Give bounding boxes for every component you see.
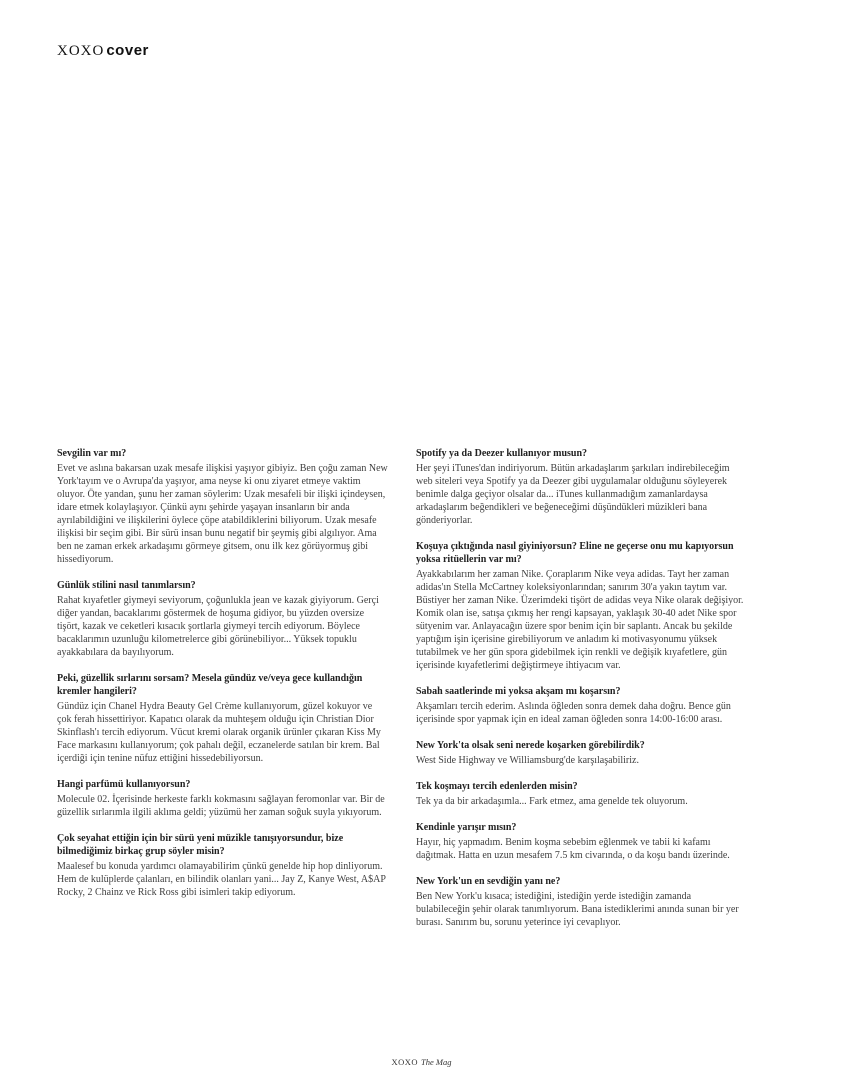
question-heading: Sabah saatlerinde mi yoksa akşam mı koşarsın? xyxy=(416,686,621,697)
answer-text: Ben New York'u kısaca; istediğini, istediğin yerde istediğin zamanda bulabileceğin şehir olarak tanımlıyorum. Bana istediklerimi anında sunan bir yer burası. Sanırım bu, sorunu yeterince iyi cevaplıyor. xyxy=(416,891,739,928)
answer-text: Hayır, hiç yapmadım. Benim koşma sebebim eğlenmek ve tabii ki kafamı dağıtmak. Hatta en uzun mesafem 7.5 km civarında, o da koşu bandı üzerinde. xyxy=(416,837,730,861)
qa-section xyxy=(416,875,747,929)
footer-brand: XOXO xyxy=(391,1057,419,1067)
qa-section xyxy=(416,540,747,672)
answer-text: Her şeyi iTunes'dan indiriyorum. Bütün arkadaşlarım şarkıları indirebileceğim web siteleri veya Spotify ya da Deezer gibi uygulamalar olduğunu söyleyerek benimle dalga geçiyor olsalar da... iTunes kullanmadığım zamanlardaysa arkadaşlarım beğendikleri ve beğeneceğimi düşündükleri müzikleri bana gönderiyorlar. xyxy=(416,463,730,526)
qa-section xyxy=(416,780,747,808)
answer-text: Maalesef bu konuda yardımcı olamayabilirim çünkü genelde hip hop dinliyorum. Hem de kulüplerde çalanları, en bilindik olanları yani... Jay Z, Kanye West, A$AP Rocky, 2 Chainz ve Rick Ross gibi isimleri takip ediyorum. xyxy=(57,861,386,898)
question-heading: Günlük stilini nasıl tanımlarsın? xyxy=(57,580,196,591)
right-column xyxy=(416,447,747,942)
question-heading: Spotify ya da Deezer kullanıyor musun? xyxy=(416,448,588,459)
answer-text: Rahat kıyafetler giymeyi seviyorum, çoğunlukla jean ve kazak giyiyorum. Gerçi diğer yandan, bacaklarımı göstermek de hoşuma gidiyor, bu yüzden oversize tişört, kazak ve ceketleri kısacık şortlarla giymeyi tercih ediyorum. Böylece bacaklarımın uzunluğu kilometrelerce gibi görünebiliyor... Yüksek topuklu ayakkabılara da bayılıyorum. xyxy=(57,595,379,658)
qa-section xyxy=(416,447,747,527)
qa-section xyxy=(57,672,388,765)
question-heading: New York'ta olsak seni nerede koşarken görebilirdik? xyxy=(416,740,645,751)
qa-section xyxy=(416,685,747,726)
question-heading: Çok seyahat ettiğin için bir sürü yeni müzikle tanışıyorsundur, bize bilmediğimiz birkaç grup söyler misin? xyxy=(57,833,344,857)
qa-section xyxy=(416,821,747,862)
masthead-brand: XOXO xyxy=(57,43,105,59)
qa-section xyxy=(57,778,388,819)
qa-section xyxy=(57,579,388,659)
qa-section xyxy=(416,739,747,767)
question-heading: Tek koşmayı tercih edenlerden misin? xyxy=(416,781,578,792)
question-heading: Peki, güzellik sırlarını sorsam? Mesela gündüz ve/veya gece kullandığın kremler hangileri? xyxy=(57,673,363,697)
question-heading: Sevgilin var mı? xyxy=(57,448,127,459)
qa-section xyxy=(57,447,388,566)
interview-columns xyxy=(57,447,747,942)
answer-text: Evet ve aslına bakarsan uzak mesafe ilişkisi yaşıyor gibiyiz. Ben çoğu zaman New York'tayım ve o Avrupa'da yaşıyor, ama neyse ki onu ziyaret etmeye vaktim oluyor. Öte yandan, şunu her zaman söylerim: Uzak mesafeli bir ilişki içindeysen, idare etmek kolaylaşıyor. Çünkü aynı şehirde yaşayan insanların bir anda ayrılabildiğini ve ilişkilerini öylece çöpe atabildiklerini biliyorum. Uzak mesafe ilişkisi bir seçim gibi. Bir sürü insan bunu negatif bir şeymiş gibi algılıyor. Ama ben ne zaman erkek arkadaşımı görmeye gitsem, onu ilk kez görüyormuş gibi hissediyorum. xyxy=(57,463,388,565)
masthead-section-label: cover xyxy=(106,42,149,59)
page-footer xyxy=(0,1057,843,1067)
answer-text: West Side Highway ve Williamsburg'de karşılaşabiliriz. xyxy=(416,755,639,766)
question-heading: New York'un en sevdiğin yanı ne? xyxy=(416,876,561,887)
footer-title: The Mag xyxy=(421,1057,452,1067)
left-column xyxy=(57,447,388,942)
answer-text: Gündüz için Chanel Hydra Beauty Gel Crème kullanıyorum, güzel kokuyor ve çok ferah hissettiriyor. Kapatıcı olarak da muhteşem olduğu için Christian Dior Skinflash'ı tercih ediyorum. Vücut kremi olarak organik ürünler çıkaran Kiss My Face markasını kullanıyorum; çok pahalı değil, eczanelerde satılan bir krem. Bal içerdiği için tenine nüfuz ettiğini hissedebiliyorsun. xyxy=(57,701,381,764)
question-heading: Koşuya çıktığında nasıl giyiniyorsun? Eline ne geçerse onu mu kapıyorsun yoksa ritüellerin var mı? xyxy=(416,541,734,565)
answer-text: Ayakkabılarım her zaman Nike. Çoraplarım Nike veya adidas. Tayt her zaman adidas'ın Stella McCartney koleksiyonlarından; sanırım 30'a yakın taytım var. Büstiyer her zaman Nike. Üzerimdeki tişört de adidas veya Nike olarak değişiyor. Komik olan ise, satışa çıkmış her rengi kapsayan, yaklaşık 30-40 adet Nike spor sütyenim var. Anlayacağın üzere spor benim için bir saplantı. Ancak bu şekilde yaptığım işin içerisine girebiliyorum ve anladım ki motivasyonumu yüksek tutabilmek ve her gün spora gidebilmek için renkli ve değişik kıyafetlere, gün içerisinde kıyafetlerimi değiştirmeye ihtiyacım var. xyxy=(416,569,744,671)
answer-text: Akşamları tercih ederim. Aslında öğleden sonra demek daha doğru. Bence gün içerisinde spor yapmak için en ideal zaman öğleden sonra 14:00-16:00 arası. xyxy=(416,701,731,725)
question-heading: Hangi parfümü kullanıyorsun? xyxy=(57,779,191,790)
answer-text: Tek ya da bir arkadaşımla... Fark etmez, ama genelde tek oluyorum. xyxy=(416,796,688,807)
answer-text: Molecule 02. İçerisinde herkeste farklı kokmasını sağlayan feromonlar var. Bir de güzellik sırlarımla ilgili aklıma geldi; yüzümü her zaman soğuk suyla yıkıyorum. xyxy=(57,794,385,818)
question-heading: Kendinle yarışır mısın? xyxy=(416,822,517,833)
masthead xyxy=(57,42,149,60)
qa-section xyxy=(57,832,388,899)
